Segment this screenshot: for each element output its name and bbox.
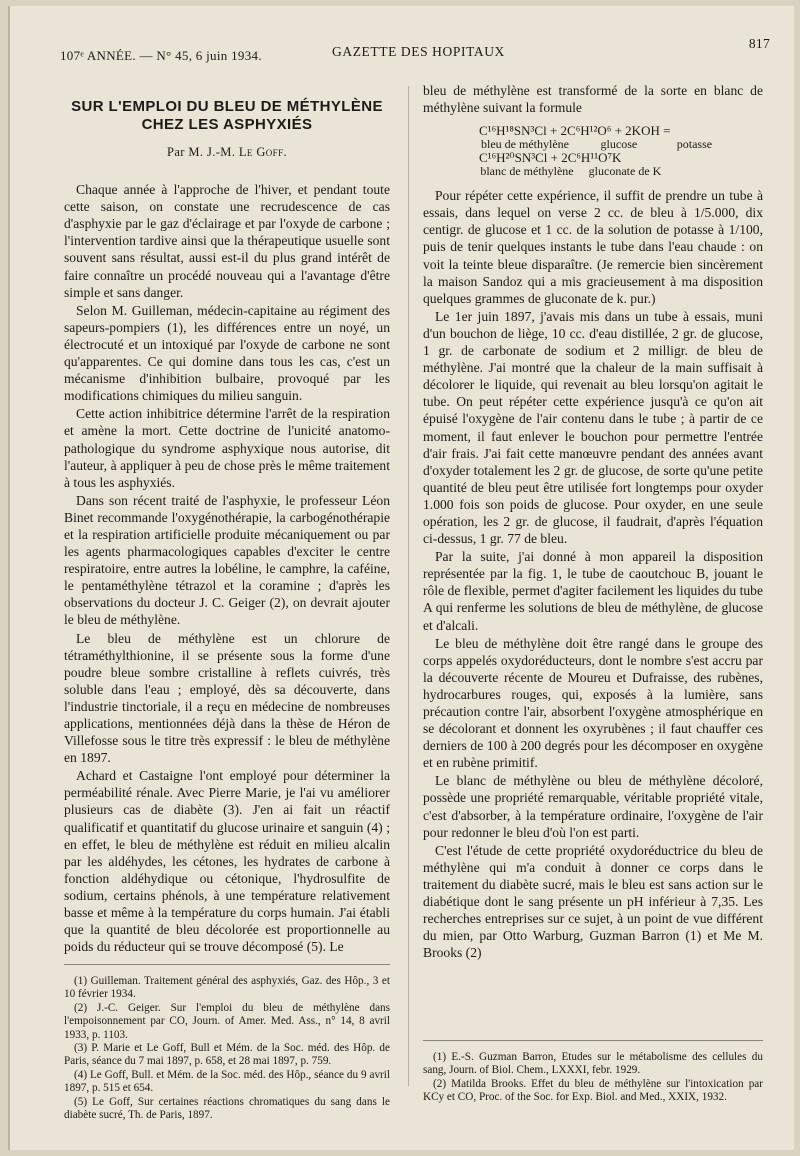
body-paragraph: Le 1er juin 1897, j'avais mis dans un tube à essais, muni d'un bouchon de liège, 10 cc. d'eau distillée, 2 gr. de glucose, 1 gr. de carbonate de sodium et 2 milligr. de bleu de méthylène. J'ai montré que la chaleur de la main suffisait à décolorer le liquide, qui revenait au bleu lorsqu'on agitait le tube. On peut répéter cette expérience jusqu'à ce qu'on ait épuisé l'oxygène de l'air contenu dans le tube ; à partir de ce moment, il faut enlever le bouchon pour permettre l'entrée d'air frais. J'ai fait cette manœuvre pendant des années avant d'oxyder totalement les 2 gr. de glucose, de sorte qu'une petite quantité de bleu peut être utilisée fort longtemps pour oxyder 1.000 fois son poids de glucose. Pour oxyder, en une seule opération, les 2 gr. de glucose, il faudrait, d'après l'équation ci-dessus, 1 gr. 77 de bleu. bbox=[423, 308, 763, 547]
footnote-rule bbox=[423, 1040, 763, 1041]
footnote: (5) Le Goff, Sur certaines réactions chromatiques du sang dans le diabète sucré, Th. de Paris, 1897. bbox=[64, 1095, 390, 1122]
body-paragraph: Dans son récent traité de l'asphyxie, le professeur Léon Binet recommande l'oxygénothérapie, la carbogénothérapie et la respiration artificielle produite mécaniquement ou par les agents pharmacologiques capables d'exciter le centre respiratoire, entre autres la lobéline, le camphre, la caféine, le pentaméthylène tétrazol et la coramine ; d'après les observations du docteur J. C. Geiger (2), on devrait ajouter le bleu de méthylène. bbox=[64, 492, 390, 628]
body-paragraph: Par la suite, j'ai donné à mon appareil la disposition représentée par la fig. 1, le tube de caoutchouc B, jouant le rôle de flexible, permet d'agiter facilement les liquides du tube A qui renferme les solutions de bleu de méthylène, de glucose et d'alcali. bbox=[423, 549, 763, 633]
formula-line-1: C¹⁶H¹⁸SN³Cl + 2C⁶H¹²O⁶ + 2KOH = bbox=[479, 123, 671, 139]
body-paragraph: Le blanc de méthylène ou bleu de méthylène décoloré, possède une propriété remarquable, véritable propriété vitale, c'est d'absorber, à la température ordinaire, l'oxygène de l'air pour redonner le bleu d'où l'on est parti. bbox=[423, 773, 763, 840]
title-line-1: SUR L'EMPLOI DU BLEU DE MÉTHYLÈNE bbox=[71, 98, 383, 115]
issue-line: 107ᵉ ANNÉE. — N° 45, 6 juin 1934. bbox=[60, 48, 262, 63]
left-column bbox=[64, 92, 390, 955]
body-paragraph: Le bleu de méthylène est un chlorure de tétraméthylthionine, il se présente sous la forme d'une poudre bleue sombre cristalline à reflets cuivrés, très soluble dans l'eau ; employé, dès sa découverte, dans l'industrie tinctoriale, il a reçu en médecine de nombreuses applications, mentionnées déjà dans la thèse de Héron de Villefosse sous le titre très expressif : le bleu de méthylène en 1897. bbox=[64, 630, 390, 766]
footnote: (1) E.-S. Guzman Barron, Etudes sur le métabolisme des cellules du sang, Journ. of Biol. Chem., LXXXI, febr. 1929. bbox=[423, 1051, 763, 1077]
column-divider bbox=[408, 86, 409, 1086]
page-number: 817 bbox=[748, 36, 770, 51]
footnote: (2) J.-C. Geiger. Sur l'emploi du bleu de méthylène dans l'empoisonnement par CO, Journ. of Amer. Med. Ass., n° 14, 8 avril 1933, p. 1103. bbox=[64, 1001, 390, 1041]
body-paragraph: Achard et Castaigne l'ont employé pour déterminer la perméabilité rénale. Avec Pierre Marie, je l'ai vu améliorer plusieurs cas de diabète (3). J'en ai fait un réactif qualificatif et quantitatif du glucose urinaire et sanguin (4) ; en effet, le bleu de méthylène est réduit en milieu alcalin par les aldéhydes, les cétones, les hydrates de carbone à fonction aldéhydique ou cétonique, l'hydrosulfite de sodium, certains phénols, à une température relativement basse et même à la température du corps humain. J'ai établi que la quantité de bleu décolorée est proportionnelle au poids du réducteur qui se trouve décomposé (5). Le bbox=[64, 768, 390, 955]
article-title bbox=[64, 98, 390, 134]
body-paragraph: Cette action inhibitrice détermine l'arrêt de la respiration et amène la mort. Cette doctrine de l'unicité anatomo-pathologique du syndrome asphyxique nous autorise, dit l'auteur, à appliquer à peu de chose près le même traitement à tous les asphyxiés. bbox=[64, 406, 390, 490]
continued-paragraph: bleu de méthylène est transformé de la sorte en blanc de méthylène suivant la formule bbox=[423, 83, 763, 116]
body-paragraph: Le bleu de méthylène doit être rangé dans le groupe des corps appelés oxydoréducteurs, dont le nombre s'est accru par la découverte récente de Moureu et Dufraisse, des rubènes, hydrocarbures rouges, qui, exposés à la lumière, sans précaution contre l'air, absorbent l'oxygène atmosphérique en se décolorant et donnent les oxyrubènes ; il faut chauffer ces derniers de 100 à 200 degrés pour les décomposer en oxygène et en rubène primitif. bbox=[423, 635, 763, 771]
formula-line-2: C¹⁶H²⁰SN³Cl + 2C⁶H¹¹O⁷K bbox=[479, 149, 622, 165]
footnote: (1) Guilleman. Traitement général des asphyxiés, Gaz. des Hôp., 3 et 10 février 1934. bbox=[64, 975, 390, 1001]
formula-labels-2 bbox=[479, 165, 763, 178]
running-head bbox=[60, 36, 770, 66]
author-name: Le Goff. bbox=[238, 145, 287, 159]
body-paragraph: C'est l'étude de cette propriété oxydoréductrice du bleu de méthylène qui m'a conduit à donner ce corps dans le traitement du diabète sucré, mais le bleu est sans action sur le diabétique dont le sang présente un pH inférieur à 7,35. Les recherches entreprises sur ce sujet, à un point de vue différent du mien, par Otto Warburg, Guzman Barron (1) et Me M. Brooks (2) bbox=[423, 842, 763, 961]
article-author bbox=[64, 144, 390, 161]
journal-title: GAZETTE DES HOPITAUX bbox=[332, 44, 505, 59]
footnote: (3) P. Marie et Le Goff, Bull et Mém. de la Soc. méd. des Hôp. de Paris, séance du 7 mai 1897, p. 658, et 28 mai 1897, p. 759. bbox=[64, 1042, 390, 1068]
formula-label: bleu de méthylène bbox=[481, 137, 569, 152]
left-footnotes bbox=[64, 964, 390, 1122]
formula-label: blanc de méthylène bbox=[480, 163, 574, 178]
formula-label: gluconate de K bbox=[588, 163, 662, 178]
formula-labels-1 bbox=[479, 138, 763, 151]
footnote: (4) Le Goff, Bull. et Mém. de la Soc. méd. des Hôp., séance du 9 avril 1897, p. 515 et 654. bbox=[64, 1068, 390, 1095]
footnote-rule bbox=[64, 964, 390, 965]
chemical-formula bbox=[479, 124, 763, 177]
body-paragraph: Pour répéter cette expérience, il suffit de prendre un tube à essais, dans lequel on verse 2 cc. de bleu à 1/5.000, dix centigr. de glucose et 1 cc. de la solution de potasse à 1/100, puis de tenir quelques instants le tube dans l'eau chaude : on voit la teinte bleue disparaître. (Je remercie bien sincèrement la maison Sandoz qui a mis gracieusement à ma disposition quelques grammes de gluconate de k. pur.) bbox=[423, 188, 763, 306]
right-column bbox=[423, 82, 763, 961]
author-prefix: Par M. J.-M. bbox=[167, 145, 239, 159]
formula-label: glucose bbox=[600, 137, 638, 152]
formula-label: potasse bbox=[676, 137, 713, 152]
right-footnotes bbox=[423, 1040, 763, 1105]
footnote: (2) Matilda Brooks. Effet du bleu de méthylène sur l'intoxication par KCy et CO, Proc. of the Soc. for Exp. Biol. and Med., XXIX, 1932. bbox=[423, 1077, 763, 1104]
title-line-2: CHEZ LES ASPHYXIÉS bbox=[141, 116, 313, 133]
body-paragraph: Chaque année à l'approche de l'hiver, et pendant toute cette saison, on constate une recrudescence de cas d'asphyxie par le gaz d'éclairage et par l'oxyde de carbone ; l'intervention tardive ainsi que la thérapeutique usuelle sont souvent sans résultat, aussi est-il du plus grand intérêt de faire connaître un procédé nouveau qui a l'avantage d'être simple et sans danger. bbox=[64, 182, 390, 300]
body-paragraph: Selon M. Guilleman, médecin-capitaine au régiment des sapeurs-pompiers (1), les différences entre un noyé, un électrocuté et un intoxiqué par l'oxyde de carbone ne sont qu'apparentes. Ce qui domine dans tous les cas, c'est un mécanisme d'inhibition bulbaire, provoqué par les modifications chimiques du milieu sanguin. bbox=[64, 302, 390, 404]
journal-page bbox=[8, 6, 794, 1150]
